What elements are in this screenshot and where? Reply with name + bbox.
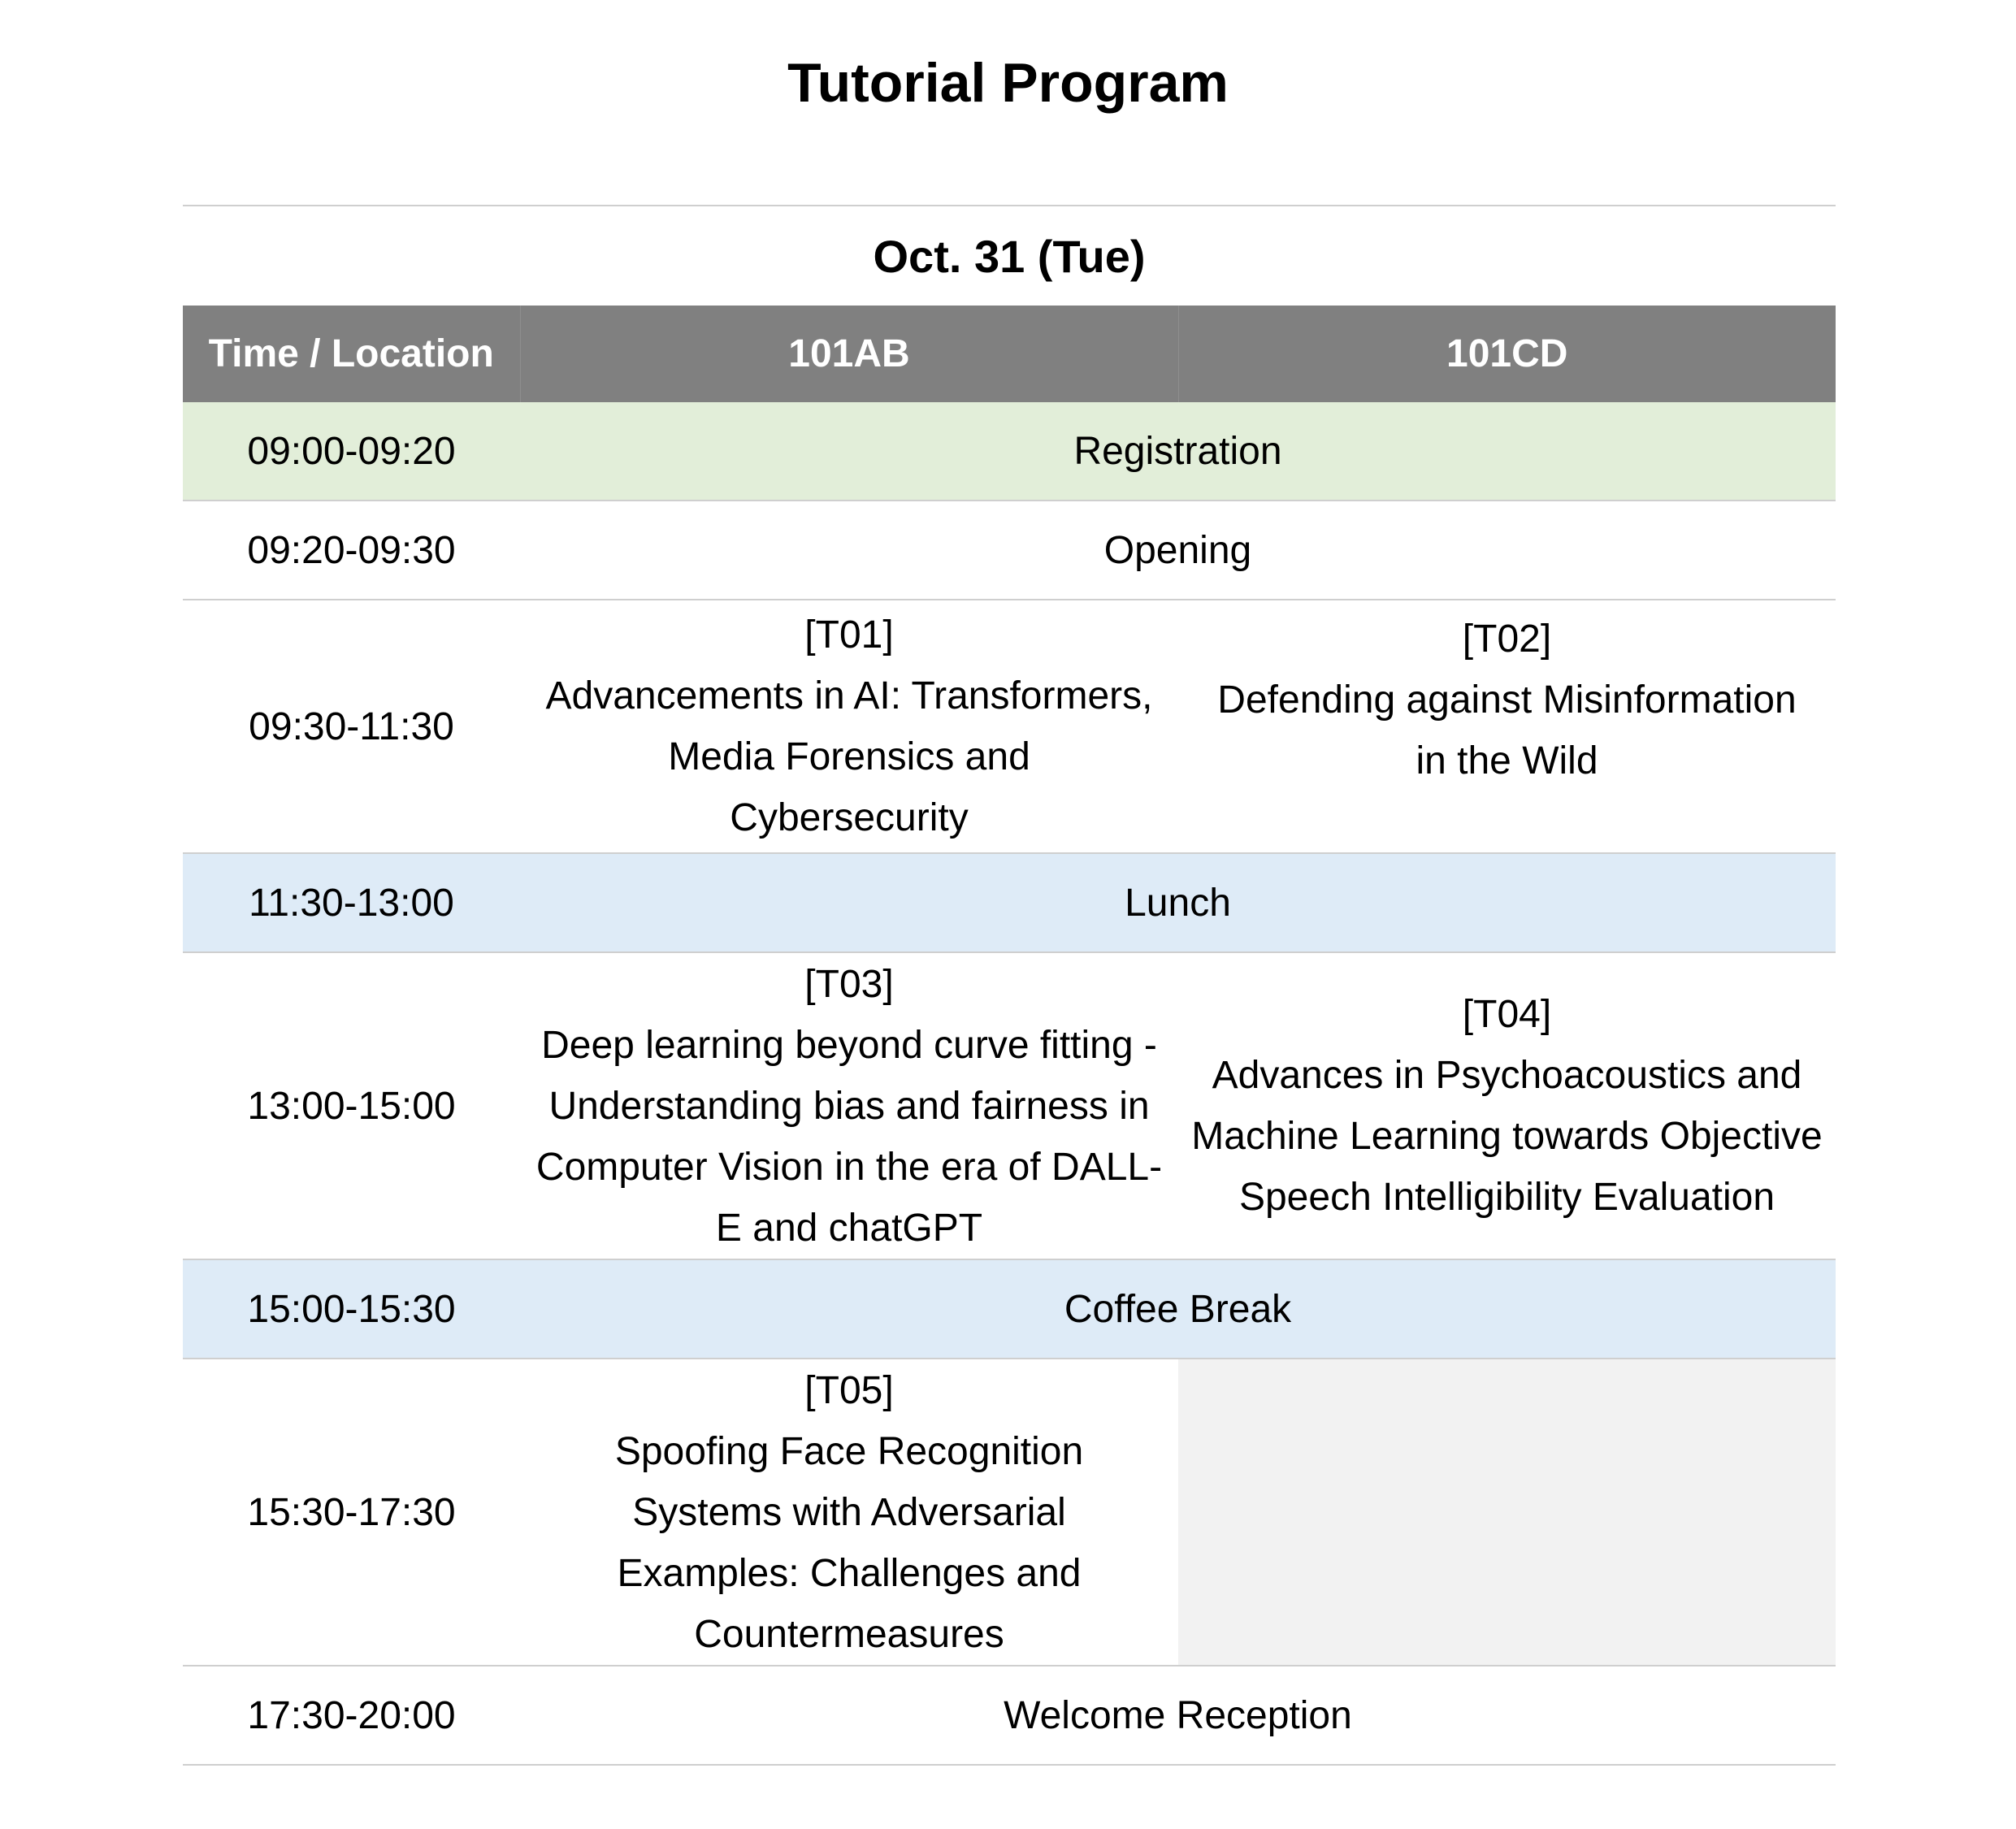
table-header-row — [183, 306, 1836, 402]
date-row — [183, 206, 1836, 306]
time-cell: 13:00-15:00 — [183, 952, 520, 1259]
session-code: [T03] — [804, 962, 894, 1006]
session-title: Advancements in AI: Transformers, Media Forensics and Cybersecurity — [545, 674, 1153, 839]
session-cell-t04 — [1178, 952, 1836, 1259]
date-heading: Oct. 31 (Tue) — [183, 206, 1836, 306]
session-cell-t02 — [1178, 600, 1836, 853]
event-cell-welcome-reception: Welcome Reception — [520, 1666, 1836, 1765]
table-row — [183, 1359, 1836, 1666]
session-title: Deep learning beyond curve fitting - Understanding bias and fairness in Computer Vision in the era of DALL-E and chatGPT — [535, 1023, 1163, 1250]
event-cell-coffee-break: Coffee Break — [520, 1259, 1836, 1359]
session-code: [T04] — [1462, 993, 1552, 1036]
empty-session-cell — [1178, 1359, 1836, 1666]
time-cell: 15:00-15:30 — [183, 1259, 520, 1359]
session-cell-t03 — [520, 952, 1178, 1259]
table-row — [183, 402, 1836, 501]
session-title: Defending against Misinformation in the Wild — [1217, 678, 1797, 782]
session-cell-t05 — [520, 1359, 1178, 1666]
time-cell: 09:30-11:30 — [183, 600, 520, 853]
table-row — [183, 600, 1836, 853]
event-cell-opening: Opening — [520, 501, 1836, 600]
header-room-101cd: 101CD — [1178, 306, 1836, 402]
time-cell: 09:00-09:20 — [183, 402, 520, 501]
table-row — [183, 952, 1836, 1259]
session-code: [T05] — [804, 1368, 894, 1412]
time-cell: 11:30-13:00 — [183, 853, 520, 952]
event-cell-lunch: Lunch — [520, 853, 1836, 952]
session-code: [T02] — [1462, 618, 1552, 661]
session-title: Advances in Psychoacoustics and Machine Learning towards Objective Speech Intelligibility Evaluation — [1191, 1054, 1823, 1219]
table-row — [183, 1666, 1836, 1765]
session-cell-t01 — [520, 600, 1178, 853]
table-row — [183, 1259, 1836, 1359]
table-row — [183, 501, 1836, 600]
table-row — [183, 853, 1836, 952]
time-cell: 17:30-20:00 — [183, 1666, 520, 1765]
header-room-101ab: 101AB — [520, 306, 1178, 402]
header-time-location: Time / Location — [183, 306, 520, 402]
schedule-table — [183, 205, 1836, 1766]
event-cell-registration: Registration — [520, 402, 1836, 501]
session-title: Spoofing Face Recognition Systems with Adversarial Examples: Challenges and Countermeasures — [614, 1429, 1084, 1656]
time-cell: 15:30-17:30 — [183, 1359, 520, 1666]
session-code: [T01] — [804, 613, 894, 657]
page-title: Tutorial Program — [787, 52, 1229, 114]
time-cell: 09:20-09:30 — [183, 501, 520, 600]
